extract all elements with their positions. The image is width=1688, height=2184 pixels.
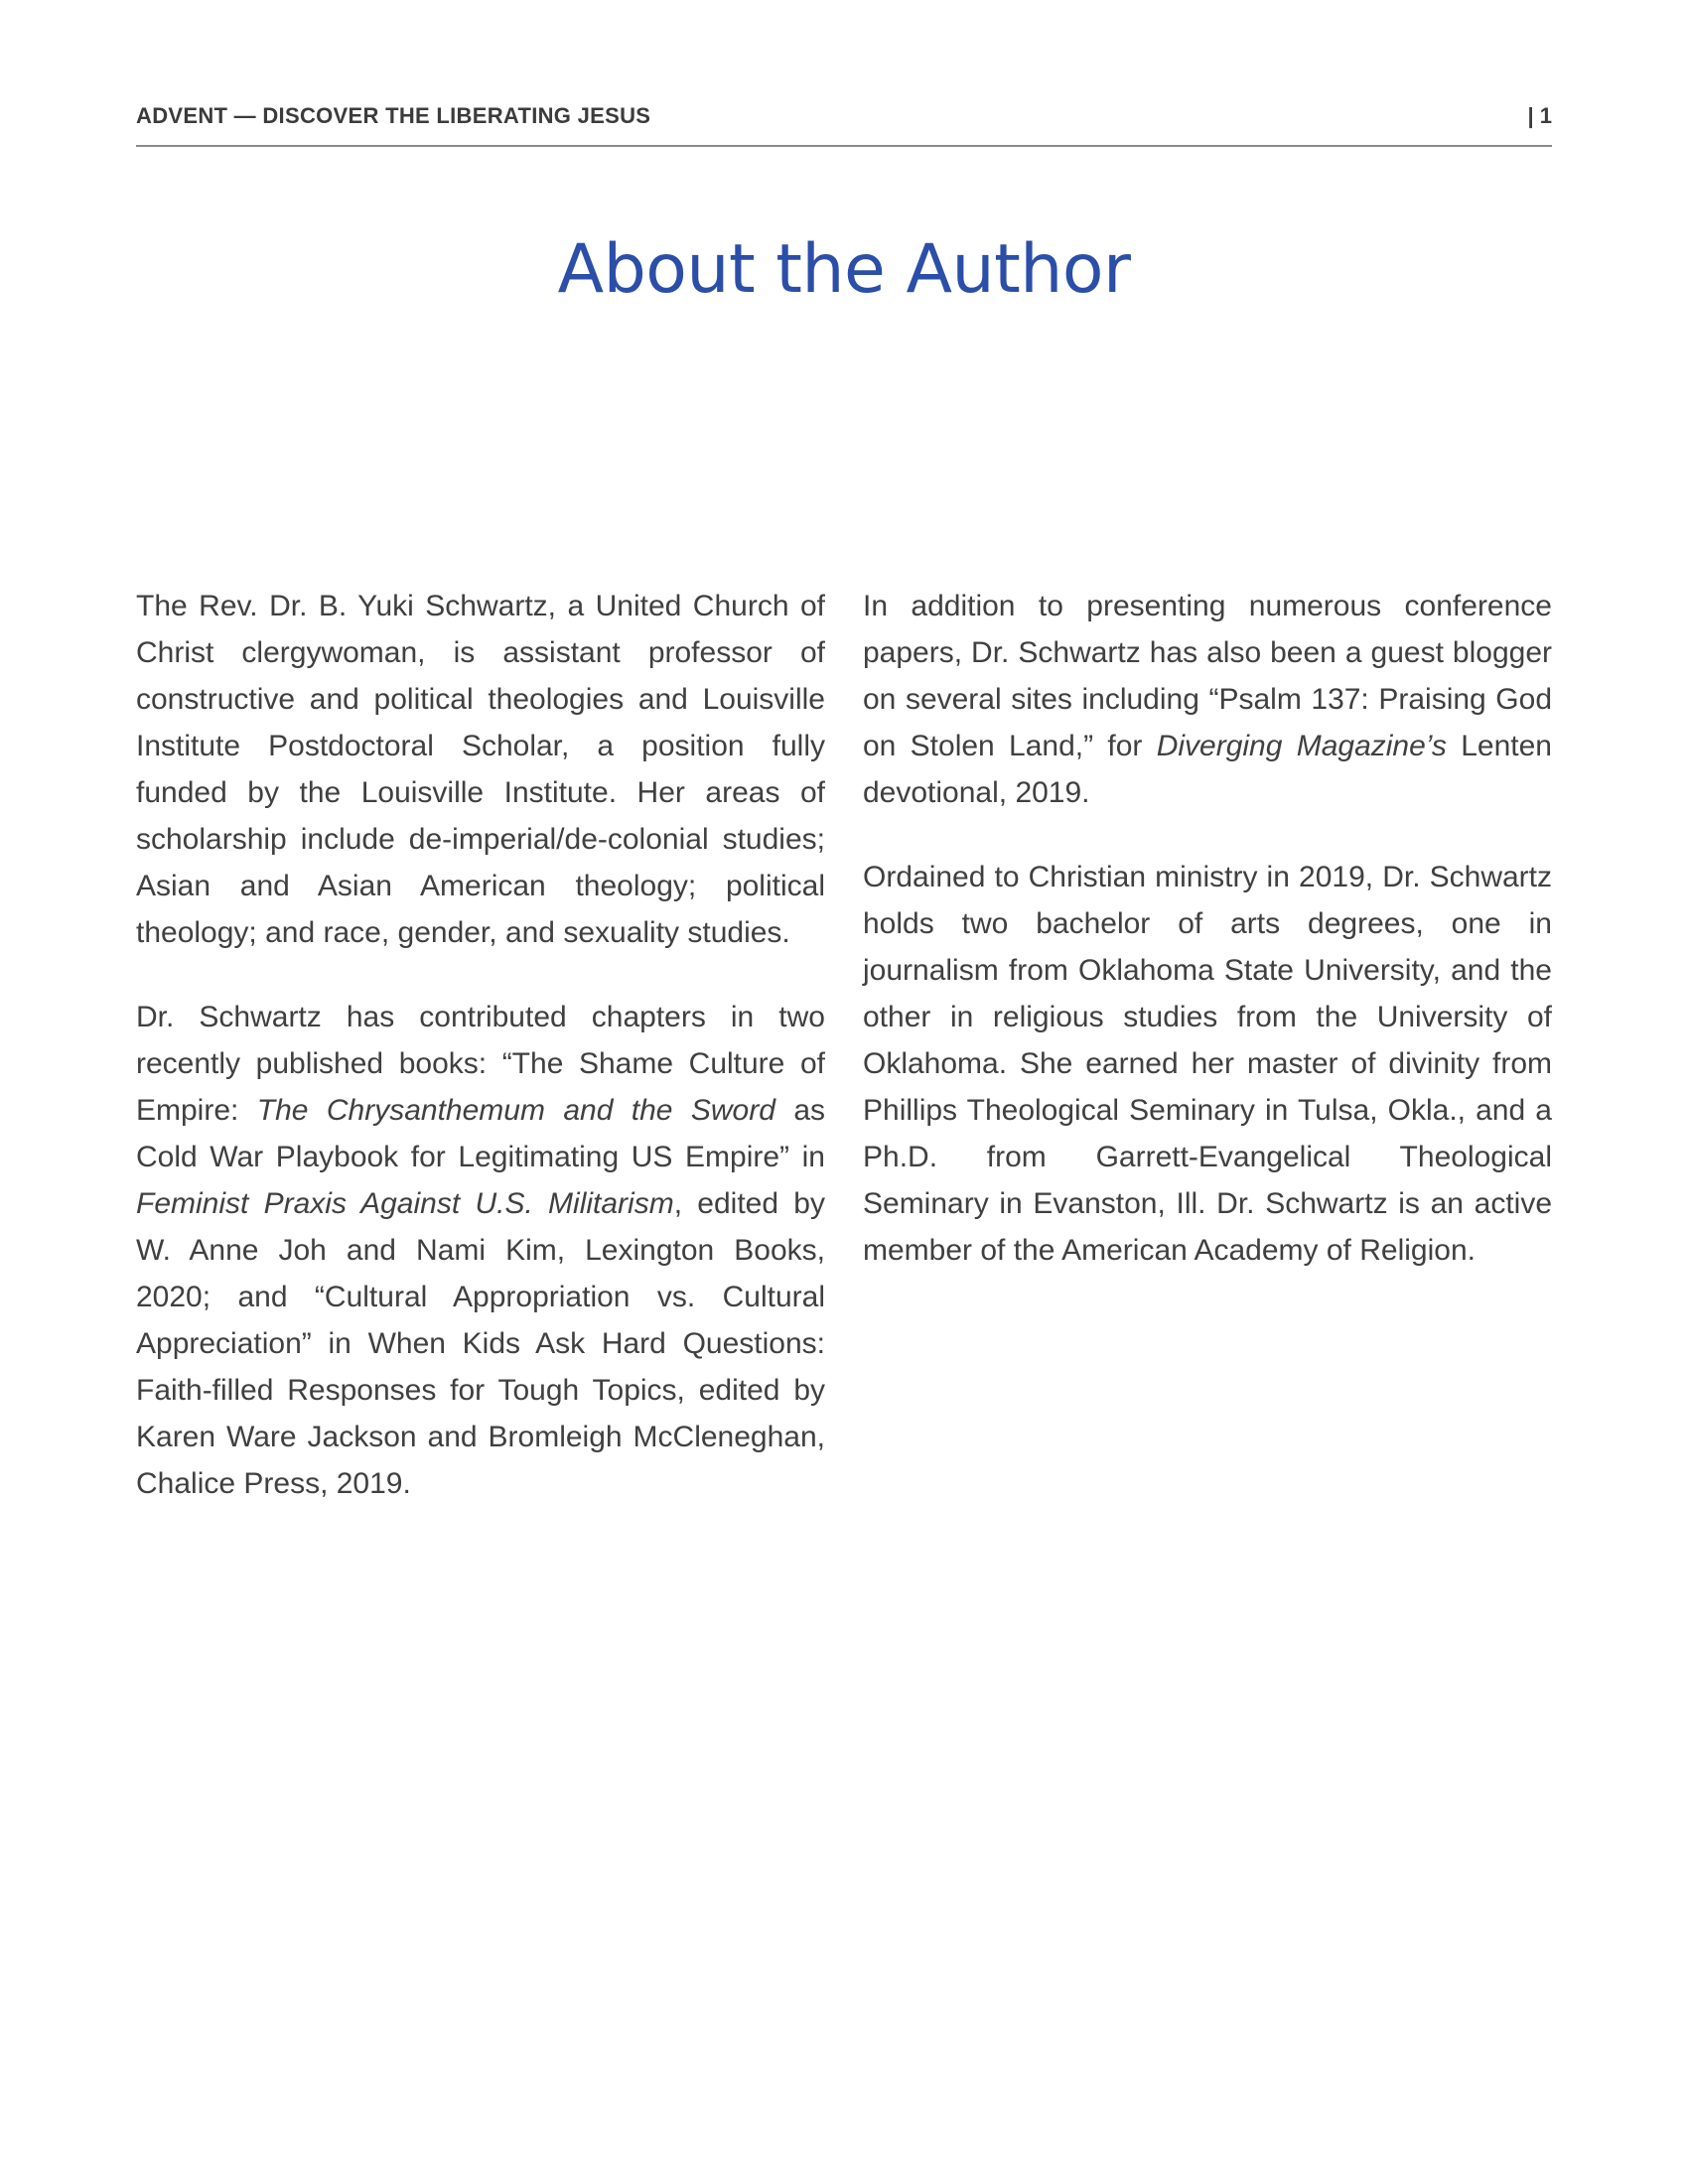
book-title-italic: The Chrysanthemum and the Sword <box>256 1094 775 1127</box>
magazine-title-italic: Diverging Magazine’s <box>1156 730 1447 762</box>
bio-paragraph-3 <box>863 583 1552 816</box>
book-title-italic: Feminist Praxis Against U.S. Militarism <box>136 1187 674 1220</box>
bio-paragraph-1: The Rev. Dr. B. Yuki Schwartz, a United Church of Christ clergywoman, is assistant professor of constructive and political theologies and Louisville Institute Postdoctoral Scholar, a position fully funded by the Louisville Institute. Her areas of scholarship include de-imperial/de-colonial studies; Asian and Asian American theology; political theology; and race, gender, and sexuality studies. <box>136 590 825 949</box>
page-number: | 1 <box>1527 103 1552 128</box>
text-run: In addition to presenting numerous conference papers, Dr. Schwartz has also been a guest blogger on several sites including “Psalm 137: Praising God on Stolen Land,” for <box>863 590 1552 762</box>
page-title: About the Author <box>557 230 1131 309</box>
left-column <box>136 583 825 1545</box>
text-run: Lenten devotional, 2019. <box>863 730 1552 809</box>
text-run: , edited by W. Anne Joh and Nami Kim, Lexington Books, 2020; and “Cultural Appropriation vs. Cultural Appreciation” in When Kids Ask Hard Questions: Faith-filled Responses for Tough Topics, edited by Karen Ware Jackson and Bromleigh McCleneghan, Chalice Press, 2019. <box>136 1187 825 1500</box>
running-header <box>136 99 1552 147</box>
text-run: as Cold War Playbook for Legitimating US Empire” in <box>136 1094 826 1173</box>
bio-paragraph-4: Ordained to Christian ministry in 2019, Dr. Schwartz holds two bachelor of arts degrees, one in journalism from Oklahoma State University, and the other in religious studies from the University of Oklahoma. She earned her master of divinity from Phillips Theological Seminary in Tulsa, Okla., and a Ph.D. from Garrett-Evangelical Theological Seminary in Evanston, Ill. Dr. Schwartz is an active member of the American Academy of Religion. <box>863 861 1552 1267</box>
text-run: Dr. Schwartz has contributed chapters in two recently published books: “The Shame Culture of Empire: <box>136 1001 825 1127</box>
right-column <box>863 583 1552 1311</box>
bio-paragraph-2 <box>136 994 825 1507</box>
header-title: ADVENT — DISCOVER THE LIBERATING JESUS <box>136 103 651 128</box>
